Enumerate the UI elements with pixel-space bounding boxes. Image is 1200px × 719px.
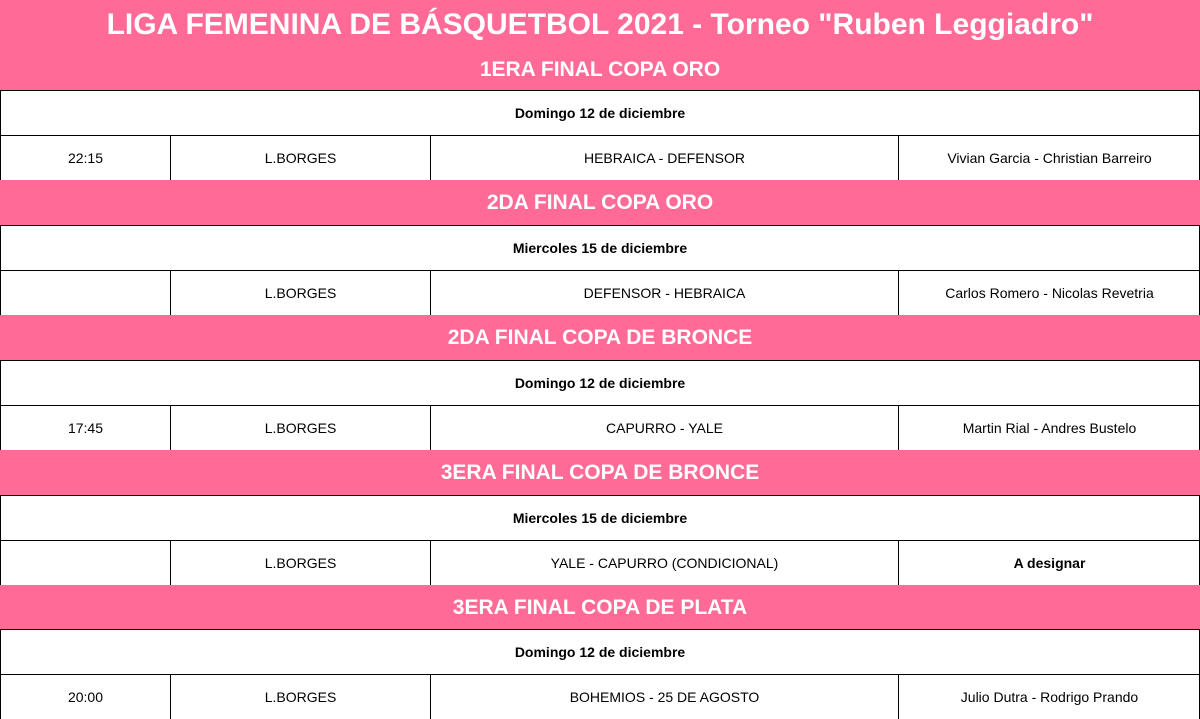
section-heading: 1ERA FINAL COPA ORO — [0, 47, 1200, 92]
game-time: 17:45 — [67, 420, 104, 436]
section-date: Domingo 12 de diciembre — [0, 90, 1200, 135]
game-match: BOHEMIOS - 25 DE AGOSTO — [430, 675, 898, 719]
game-venue: L.BORGES — [170, 136, 430, 180]
section-date: Domingo 12 de diciembre — [0, 360, 1200, 405]
game-venue: L.BORGES — [170, 541, 430, 585]
game-time — [1, 271, 170, 315]
game-venue: L.BORGES — [170, 271, 430, 315]
game-row — [0, 135, 1200, 180]
game-referees: Julio Dutra - Rodrigo Prando — [898, 675, 1200, 719]
game-venue: L.BORGES — [170, 675, 430, 719]
game-referees: A designar — [898, 541, 1200, 585]
section-heading: 2DA FINAL COPA ORO — [0, 180, 1200, 225]
game-referees: Carlos Romero - Nicolas Revetria — [898, 271, 1200, 315]
section-heading: 3ERA FINAL COPA DE PLATA — [0, 585, 1200, 630]
game-venue: L.BORGES — [170, 406, 430, 450]
page-title: LIGA FEMENINA DE BÁSQUETBOL 2021 - Torneo "Ruben Leggiadro" — [0, 0, 1200, 50]
game-referees: Vivian Garcia - Christian Barreiro — [898, 136, 1200, 180]
game-match: HEBRAICA - DEFENSOR — [430, 136, 898, 180]
game-match: CAPURRO - YALE — [430, 406, 898, 450]
game-match: DEFENSOR - HEBRAICA — [430, 271, 898, 315]
game-row — [0, 674, 1200, 719]
section-heading: 3ERA FINAL COPA DE BRONCE — [0, 450, 1200, 495]
game-row — [0, 405, 1200, 450]
game-match: YALE - CAPURRO (CONDICIONAL) — [430, 541, 898, 585]
game-referees: Martin Rial - Andres Bustelo — [898, 406, 1200, 450]
game-time: 22:15 — [67, 150, 104, 166]
game-time: 20:00 — [67, 689, 104, 705]
section-date: Domingo 12 de diciembre — [0, 629, 1200, 674]
section-heading: 2DA FINAL COPA DE BRONCE — [0, 315, 1200, 360]
game-time — [1, 541, 170, 585]
section-date: Miercoles 15 de diciembre — [0, 495, 1200, 540]
game-row — [0, 540, 1200, 585]
game-row — [0, 270, 1200, 315]
section-date: Miercoles 15 de diciembre — [0, 225, 1200, 270]
